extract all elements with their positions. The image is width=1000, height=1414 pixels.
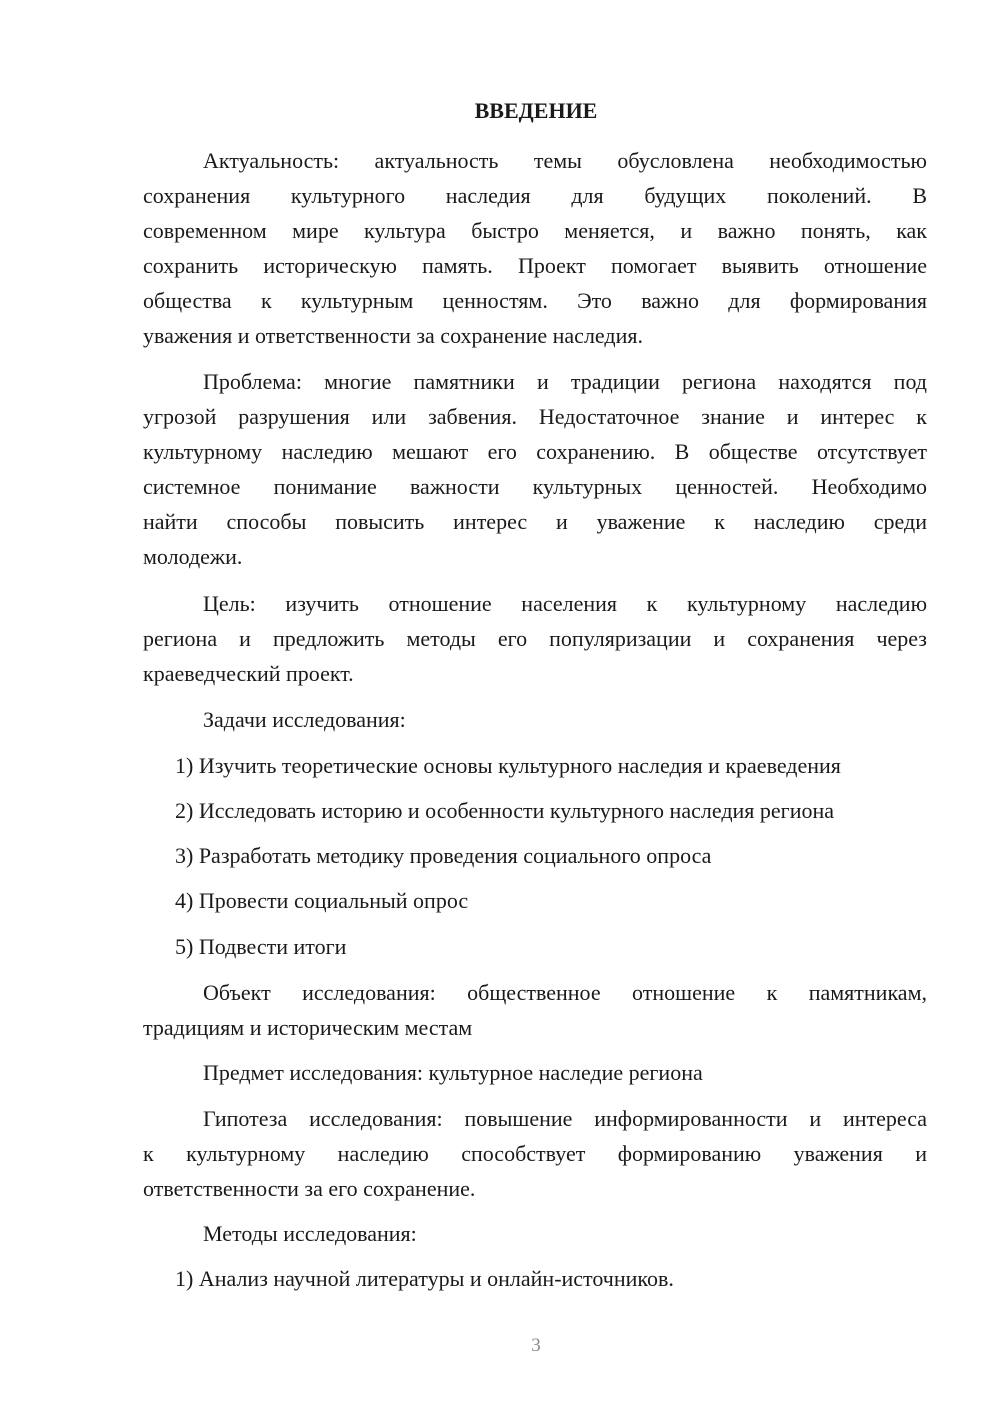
text-line: традициям и историческим местам [143, 1015, 473, 1040]
text-line: ответственности за его сохранение. [143, 1176, 476, 1201]
text-line: сохранить историческую память. Проект помогает выявить отношение [143, 253, 927, 278]
text-line: Цель: изучить отношение населения к культурному наследию [203, 591, 927, 616]
task-item: 4) Провести социальный опрос [175, 888, 469, 913]
text-line: найти способы повысить интерес и уважение к наследию среди [143, 509, 927, 534]
relevance-paragraph [143, 143, 927, 353]
text-line: региона и предложить методы его популяризации и сохранения через [143, 626, 927, 651]
text-line: к культурному наследию способствует формированию уважения и [143, 1141, 927, 1166]
problem-paragraph [143, 364, 927, 574]
tasks-heading: Задачи исследования: [203, 707, 406, 732]
text-line: уважения и ответственности за сохранение наследия. [143, 323, 643, 348]
object-paragraph [143, 975, 927, 1045]
page-number: 3 [531, 1335, 541, 1356]
text-line: Объект исследования: общественное отношение к памятникам, [203, 980, 927, 1005]
text-line: Актуальность: актуальность темы обусловлена необходимостью [203, 148, 927, 173]
task-item: 5) Подвести итоги [175, 934, 347, 959]
text-line: системное понимание важности культурных ценностей. Необходимо [143, 474, 927, 499]
text-line: молодежи. [143, 544, 243, 569]
text-line: культурному наследию мешают его сохранению. В обществе отсутствует [143, 439, 927, 464]
text-line: угрозой разрушения или забвения. Недостаточное знание и интерес к [143, 404, 927, 429]
text-line: сохранения культурного наследия для будущих поколений. В [143, 183, 927, 208]
task-item: 3) Разработать методику проведения социального опроса [175, 843, 712, 868]
text-line: Проблема: многие памятники и традиции региона находятся под [203, 369, 927, 394]
task-item: 1) Изучить теоретические основы культурного наследия и краеведения [175, 753, 841, 778]
text-line: современном мире культура быстро меняется, и важно понять, как [143, 218, 927, 243]
text-line: Гипотеза исследования: повышение информированности и интереса [203, 1106, 927, 1131]
task-item: 2) Исследовать историю и особенности культурного наследия региона [175, 798, 835, 823]
methods-heading: Методы исследования: [203, 1221, 417, 1246]
page-title: ВВЕДЕНИЕ [474, 98, 598, 123]
goal-paragraph [143, 586, 927, 691]
text-line: краеведческий проект. [143, 661, 354, 686]
subject-paragraph: Предмет исследования: культурное наследие региона [203, 1060, 703, 1085]
hypothesis-paragraph [143, 1101, 927, 1206]
method-item: 1) Анализ научной литературы и онлайн-источников. [175, 1266, 674, 1291]
text-line: общества к культурным ценностям. Это важно для формирования [143, 288, 927, 313]
